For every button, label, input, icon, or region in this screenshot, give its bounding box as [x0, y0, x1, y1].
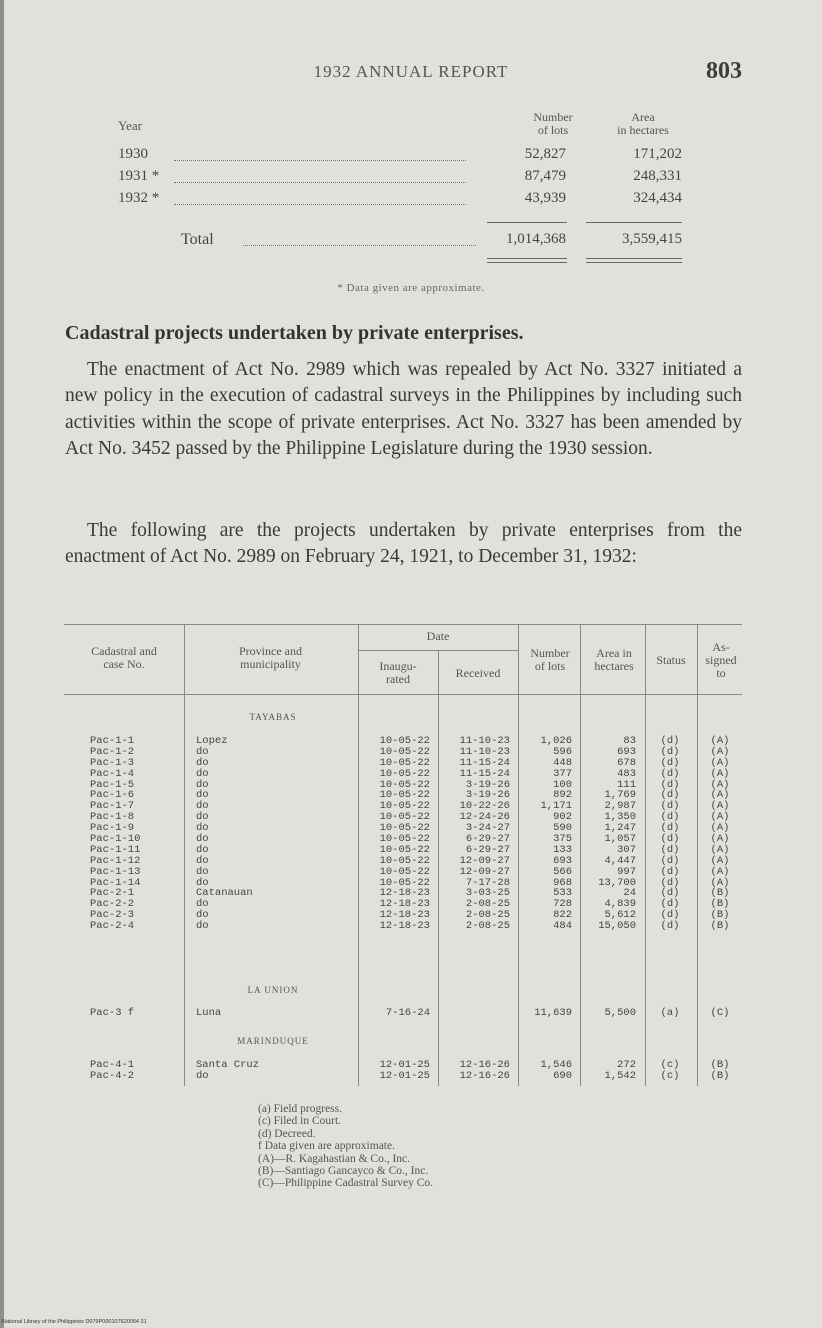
- header-bottom-rule: [64, 694, 742, 695]
- assigned-to: (B): [710, 1059, 730, 1071]
- status-mark: (d): [660, 887, 680, 900]
- received-date: 12-16-26: [459, 1059, 510, 1071]
- region-label: TAYABAS: [249, 712, 297, 722]
- case-number: Pac-1-8: [90, 811, 135, 824]
- lots-count: 1,026: [540, 735, 572, 747]
- inaugurated-date: 12-18-23: [379, 898, 430, 911]
- summary-rule: [487, 222, 567, 223]
- lots-count: 566: [553, 865, 572, 878]
- status-mark: (d): [660, 822, 680, 835]
- case-number: Pac-1-9: [90, 822, 135, 835]
- area-hectares: 272: [617, 1059, 636, 1071]
- case-number: Pac-1-10: [90, 833, 141, 846]
- assigned-to: (A): [710, 843, 730, 856]
- area-hectares: 1,542: [604, 1069, 636, 1082]
- case-number: Pac-1-11: [90, 843, 141, 856]
- received-date: 12-09-27: [459, 865, 510, 878]
- summary-area: 171,202: [633, 146, 682, 162]
- archive-stamp: National Library of the Philippines D079P000107620054 31: [2, 1319, 147, 1325]
- inaugurated-date: 12-18-23: [379, 887, 430, 900]
- summary-footnote: * Data given are approximate.: [337, 282, 485, 294]
- received-date: 3-03-25: [465, 887, 510, 900]
- header-assigned: As- signed to: [705, 640, 737, 680]
- municipality: Catanauan: [196, 887, 253, 900]
- summary-lots: 87,479: [524, 168, 566, 184]
- table-row: [0, 1008, 822, 1019]
- summary-area: 248,331: [633, 168, 682, 184]
- area-hectares: 24: [623, 887, 636, 900]
- header-status: Status: [656, 653, 686, 667]
- case-number: Pac-2-3: [90, 909, 135, 922]
- table-row: [0, 1071, 822, 1082]
- status-mark: (d): [660, 800, 680, 813]
- status-mark: (d): [660, 909, 680, 922]
- header-inaugurated: Inaugu- rated: [379, 659, 417, 686]
- note-line: (A)—R. Kagahastian & Co., Inc.: [258, 1152, 411, 1165]
- note-line: (a) Field progress.: [258, 1103, 342, 1115]
- area-hectares: 307: [617, 843, 636, 856]
- summary-year-header: Year: [118, 118, 142, 133]
- municipality: do: [196, 865, 209, 878]
- assigned-to: (B): [710, 909, 730, 922]
- area-hectares: 1,057: [604, 833, 636, 846]
- area-hectares: 4,447: [604, 854, 636, 867]
- area-hectares: 83: [623, 735, 636, 747]
- inaugurated-date: 12-01-25: [379, 1069, 430, 1082]
- received-date: 11-15-24: [459, 767, 510, 780]
- leader-dots: [243, 245, 476, 246]
- area-hectares: 5,500: [604, 1007, 636, 1019]
- case-number: Pac-1-3: [90, 756, 135, 769]
- leader-dots: [174, 204, 466, 205]
- summary-lots-header: Number of lots: [533, 110, 573, 137]
- assigned-to: (A): [710, 778, 730, 791]
- assigned-to: (C): [710, 1007, 730, 1019]
- lots-count: 902: [553, 811, 572, 824]
- inaugurated-date: 7-16-24: [385, 1007, 430, 1019]
- running-head: 1932 ANNUAL REPORT: [313, 62, 509, 81]
- header-case: Cadastral and case No.: [91, 644, 157, 671]
- lots-count: 448: [553, 756, 572, 769]
- status-mark: (d): [660, 854, 680, 867]
- assigned-to: (A): [710, 756, 730, 769]
- header-date: Date: [426, 629, 450, 643]
- received-date: 3-19-26: [465, 789, 510, 802]
- inaugurated-date: 10-05-22: [379, 822, 430, 835]
- lots-count: 11,639: [534, 1007, 572, 1019]
- inaugurated-date: 10-05-22: [379, 811, 430, 824]
- received-date: 3-24-27: [465, 822, 510, 835]
- case-number: Pac-4-1: [90, 1059, 135, 1071]
- municipality: do: [196, 800, 209, 813]
- assigned-to: (A): [710, 876, 730, 889]
- assigned-to: (A): [710, 800, 730, 813]
- note-line: (c) Filed in Court.: [258, 1115, 342, 1128]
- status-mark: (d): [660, 767, 680, 780]
- lots-count: 533: [553, 887, 572, 900]
- case-number: Pac-2-1: [90, 887, 135, 900]
- status-mark: (d): [660, 898, 680, 911]
- case-number: Pac-1-4: [90, 767, 135, 780]
- region-rows: [0, 1060, 822, 1082]
- leader-dots: [174, 160, 466, 161]
- received-date: 11-10-23: [459, 735, 510, 747]
- assigned-to: (A): [710, 833, 730, 846]
- summary-double-rule: [487, 258, 567, 263]
- municipality: do: [196, 811, 209, 824]
- note-line: (d) Decreed.: [258, 1127, 316, 1140]
- municipality: do: [196, 789, 209, 802]
- region-rows: [0, 1008, 822, 1019]
- municipality: do: [196, 909, 209, 922]
- received-date: 7-17-28: [465, 876, 510, 889]
- note-line: (C)—Philippine Cadastral Survey Co.: [258, 1177, 434, 1190]
- received-date: 12-24-26: [459, 811, 510, 824]
- assigned-to: (A): [710, 811, 730, 824]
- status-mark: (d): [660, 876, 680, 889]
- municipality: do: [196, 822, 209, 835]
- summary-year: 1931 *: [118, 168, 160, 184]
- area-hectares: 5,612: [604, 909, 636, 922]
- municipality: do: [196, 920, 209, 933]
- municipality: do: [196, 767, 209, 780]
- inaugurated-date: 10-05-22: [379, 767, 430, 780]
- inaugurated-date: 10-05-22: [379, 800, 430, 813]
- assigned-to: (A): [710, 735, 730, 747]
- summary-double-rule: [586, 258, 682, 263]
- area-hectares: 15,050: [598, 920, 636, 933]
- table-row: [0, 921, 822, 932]
- assigned-to: (B): [710, 898, 730, 911]
- received-date: 12-16-26: [459, 1069, 510, 1082]
- received-date: 11-15-24: [459, 756, 510, 769]
- header-lots: Number of lots: [530, 646, 570, 673]
- lots-count: 484: [553, 920, 572, 933]
- area-hectares: 678: [617, 756, 636, 769]
- summary-year: 1930: [118, 146, 148, 162]
- inaugurated-date: 10-05-22: [379, 745, 430, 758]
- leader-dots: [174, 182, 466, 183]
- case-number: Pac-1-7: [90, 800, 135, 813]
- received-date: 3-19-26: [465, 778, 510, 791]
- received-date: 6-29-27: [465, 833, 510, 846]
- note-line: (B)—Santiago Gancayco & Co., Inc.: [258, 1165, 429, 1178]
- municipality: do: [196, 854, 209, 867]
- summary-lots: 43,939: [524, 190, 566, 206]
- municipality: do: [196, 843, 209, 856]
- assigned-to: (A): [710, 745, 730, 758]
- received-date: 2-08-25: [465, 909, 510, 922]
- area-hectares: 111: [617, 778, 636, 791]
- case-number: Pac-4-2: [90, 1069, 135, 1082]
- table-top-rule: [64, 624, 742, 625]
- inaugurated-date: 10-05-22: [379, 735, 430, 747]
- assigned-to: (A): [710, 854, 730, 867]
- summary-total-area: 3,559,415: [622, 231, 682, 247]
- lots-count: 1,546: [540, 1059, 572, 1071]
- assigned-to: (B): [710, 1069, 730, 1082]
- summary-total-label: Total: [181, 231, 214, 248]
- status-mark: (d): [660, 735, 680, 747]
- case-number: Pac-1-14: [90, 876, 141, 889]
- region-label: LA UNION: [247, 985, 299, 995]
- area-hectares: 483: [617, 767, 636, 780]
- case-number: Pac-1-6: [90, 789, 135, 802]
- status-mark: (c): [660, 1059, 680, 1071]
- area-hectares: 4,839: [604, 898, 636, 911]
- status-mark: (d): [660, 756, 680, 769]
- inaugurated-date: 10-05-22: [379, 843, 430, 856]
- lots-count: 968: [553, 876, 572, 889]
- lots-count: 375: [553, 833, 572, 846]
- assigned-to: (B): [710, 920, 730, 933]
- inaugurated-date: 12-01-25: [379, 1059, 430, 1071]
- summary-rule: [586, 222, 682, 223]
- municipality: Santa Cruz: [196, 1059, 260, 1071]
- summary-area-header: Area in hectares: [617, 110, 669, 137]
- lots-count: 892: [553, 789, 572, 802]
- inaugurated-date: 10-05-22: [379, 876, 430, 889]
- region-rows: [0, 736, 822, 932]
- inaugurated-date: 12-18-23: [379, 920, 430, 933]
- summary-area: 324,434: [633, 190, 682, 206]
- page-number: 803: [706, 58, 742, 84]
- status-mark: (d): [660, 789, 680, 802]
- area-hectares: 13,700: [598, 876, 636, 889]
- area-hectares: 997: [617, 865, 636, 878]
- municipality: do: [196, 898, 209, 911]
- status-mark: (d): [660, 843, 680, 856]
- summary-lots: 52,827: [524, 146, 566, 162]
- inaugurated-date: 10-05-22: [379, 756, 430, 769]
- assigned-to: (A): [710, 789, 730, 802]
- page-edge: [0, 0, 4, 1328]
- section-title: Cadastral projects undertaken by private enterprises.: [65, 322, 524, 344]
- municipality: do: [196, 833, 209, 846]
- case-number: Pac-2-2: [90, 898, 135, 911]
- area-hectares: 2,987: [604, 800, 636, 813]
- inaugurated-date: 10-05-22: [379, 778, 430, 791]
- area-hectares: 1,350: [604, 811, 636, 824]
- status-mark: (d): [660, 833, 680, 846]
- header-area: Area in hectares: [594, 646, 634, 673]
- received-date: 10-22-26: [459, 800, 510, 813]
- paragraph: The following are the projects undertaken by private enterprises from the enactment of Act No. 2989 on February 24, 1921, to December 31, 1932:: [65, 520, 742, 568]
- region-label: MARINDUQUE: [237, 1036, 309, 1046]
- area-hectares: 1,247: [604, 822, 636, 835]
- assigned-to: (A): [710, 822, 730, 835]
- lots-count: 590: [553, 822, 572, 835]
- header-received: Received: [455, 666, 501, 680]
- municipality: do: [196, 745, 209, 758]
- summary-year: 1932 *: [118, 190, 160, 206]
- table-row: [0, 769, 822, 780]
- inaugurated-date: 12-18-23: [379, 909, 430, 922]
- status-mark: (d): [660, 745, 680, 758]
- received-date: 2-08-25: [465, 898, 510, 911]
- inaugurated-date: 10-05-22: [379, 854, 430, 867]
- header-province: Province and municipality: [239, 644, 302, 671]
- status-mark: (d): [660, 811, 680, 824]
- lots-count: 377: [553, 767, 572, 780]
- case-number: Pac-1-2: [90, 745, 135, 758]
- municipality: do: [196, 778, 209, 791]
- municipality: do: [196, 876, 209, 889]
- inaugurated-date: 10-05-22: [379, 789, 430, 802]
- case-number: Pac-3 f: [90, 1007, 135, 1019]
- status-mark: (d): [660, 778, 680, 791]
- case-number: Pac-1-12: [90, 854, 141, 867]
- lots-count: 133: [553, 843, 572, 856]
- assigned-to: (A): [710, 767, 730, 780]
- received-date: 2-08-25: [465, 920, 510, 933]
- lots-count: 1,171: [540, 800, 572, 813]
- lots-count: 596: [553, 745, 572, 758]
- inaugurated-date: 10-05-22: [379, 833, 430, 846]
- municipality: Luna: [196, 1007, 222, 1019]
- received-date: 12-09-27: [459, 854, 510, 867]
- lots-count: 728: [553, 898, 572, 911]
- case-number: Pac-1-5: [90, 778, 135, 791]
- assigned-to: (B): [710, 887, 730, 900]
- status-mark: (a): [660, 1007, 680, 1019]
- status-mark: (d): [660, 865, 680, 878]
- lots-count: 690: [553, 1069, 572, 1082]
- summary-total-lots: 1,014,368: [506, 231, 566, 247]
- status-mark: (d): [660, 920, 680, 933]
- assigned-to: (A): [710, 865, 730, 878]
- case-number: Pac-2-4: [90, 920, 135, 933]
- case-number: Pac-1-13: [90, 865, 141, 878]
- inaugurated-date: 10-05-22: [379, 865, 430, 878]
- note-line: f Data given are approximate.: [258, 1140, 395, 1153]
- municipality: do: [196, 1069, 209, 1082]
- table-row: [0, 867, 822, 878]
- table-notes: [258, 1103, 433, 1190]
- area-hectares: 1,769: [604, 789, 636, 802]
- lots-count: 822: [553, 909, 572, 922]
- status-mark: (c): [660, 1069, 680, 1082]
- case-number: Pac-1-1: [90, 735, 135, 747]
- area-hectares: 693: [617, 745, 636, 758]
- received-date: 11-10-23: [459, 745, 510, 758]
- municipality: do: [196, 756, 209, 769]
- received-date: 6-29-27: [465, 843, 510, 856]
- lots-count: 100: [553, 778, 572, 791]
- paragraph: The enactment of Act No. 2989 which was repealed by Act No. 3327 initiated a new policy in the execution of cadastral surveys in the Philippines by including such activities within the scope of private enterprises. Act No. 3327 has been amended by Act No. 3452 passed by the Philippine Legislature during the 1930 session.: [65, 359, 742, 459]
- lots-count: 693: [553, 854, 572, 867]
- municipality: Lopez: [196, 735, 228, 747]
